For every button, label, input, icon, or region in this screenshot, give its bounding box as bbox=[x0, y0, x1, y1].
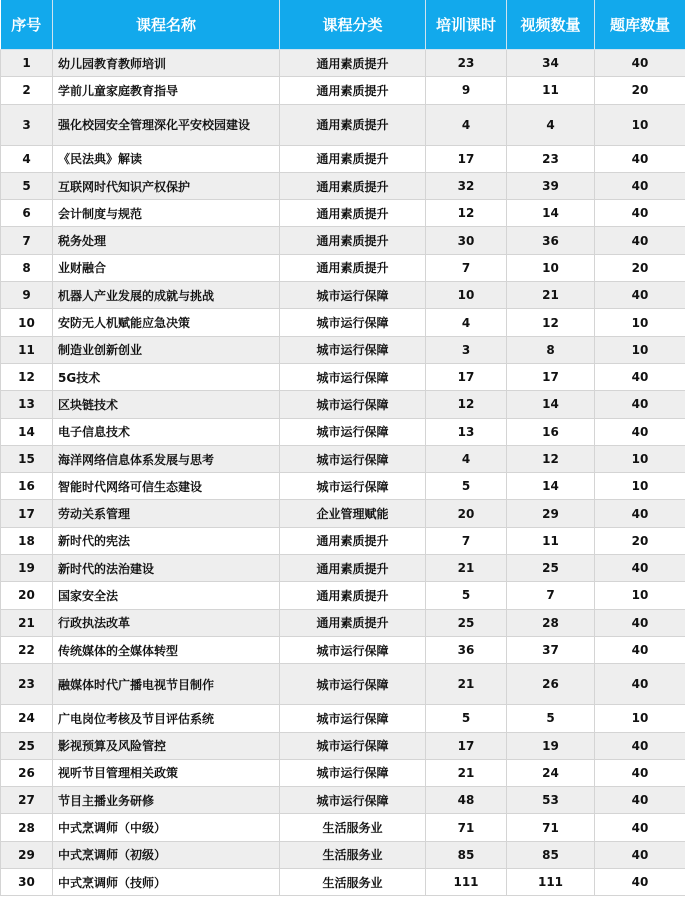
cell-questions: 40 bbox=[595, 555, 685, 582]
cell-category: 通用素质提升 bbox=[280, 254, 426, 281]
cell-course-name: 劳动关系管理 bbox=[53, 500, 280, 527]
cell-hours: 32 bbox=[426, 172, 507, 199]
table-row bbox=[1, 841, 685, 868]
header-category: 课程分类 bbox=[280, 0, 426, 50]
cell-questions: 40 bbox=[595, 869, 685, 896]
cell-no: 16 bbox=[1, 473, 53, 500]
cell-category: 城市运行保障 bbox=[280, 759, 426, 786]
cell-hours: 21 bbox=[426, 759, 507, 786]
cell-hours: 111 bbox=[426, 869, 507, 896]
cell-no: 27 bbox=[1, 787, 53, 814]
cell-no: 15 bbox=[1, 445, 53, 472]
cell-category: 城市运行保障 bbox=[280, 473, 426, 500]
cell-hours: 30 bbox=[426, 227, 507, 254]
cell-category: 通用素质提升 bbox=[280, 77, 426, 104]
cell-no: 29 bbox=[1, 841, 53, 868]
table-row bbox=[1, 787, 685, 814]
cell-no: 2 bbox=[1, 77, 53, 104]
cell-category: 城市运行保障 bbox=[280, 363, 426, 390]
cell-course-name: 强化校园安全管理深化平安校园建设 bbox=[53, 104, 280, 145]
cell-course-name: 视听节目管理相关政策 bbox=[53, 759, 280, 786]
table-row bbox=[1, 282, 685, 309]
cell-hours: 13 bbox=[426, 418, 507, 445]
cell-videos: 14 bbox=[507, 473, 595, 500]
cell-course-name: 智能时代网络可信生态建设 bbox=[53, 473, 280, 500]
cell-course-name: 传统媒体的全媒体转型 bbox=[53, 636, 280, 663]
header-row bbox=[1, 0, 685, 50]
cell-course-name: 制造业创新创业 bbox=[53, 336, 280, 363]
cell-videos: 26 bbox=[507, 664, 595, 705]
cell-category: 通用素质提升 bbox=[280, 50, 426, 77]
cell-hours: 5 bbox=[426, 473, 507, 500]
table-row bbox=[1, 869, 685, 896]
cell-no: 7 bbox=[1, 227, 53, 254]
cell-category: 通用素质提升 bbox=[280, 582, 426, 609]
cell-hours: 36 bbox=[426, 636, 507, 663]
table-row bbox=[1, 418, 685, 445]
cell-videos: 11 bbox=[507, 527, 595, 554]
cell-hours: 17 bbox=[426, 363, 507, 390]
cell-videos: 29 bbox=[507, 500, 595, 527]
header-questions: 题库数量 bbox=[595, 0, 685, 50]
cell-hours: 25 bbox=[426, 609, 507, 636]
cell-category: 城市运行保障 bbox=[280, 445, 426, 472]
cell-no: 13 bbox=[1, 391, 53, 418]
cell-course-name: 机器人产业发展的成就与挑战 bbox=[53, 282, 280, 309]
cell-category: 城市运行保障 bbox=[280, 418, 426, 445]
cell-course-name: 学前儿童家庭教育指导 bbox=[53, 77, 280, 104]
header-course-name: 课程名称 bbox=[53, 0, 280, 50]
cell-course-name: 会计制度与规范 bbox=[53, 200, 280, 227]
cell-videos: 12 bbox=[507, 445, 595, 472]
cell-no: 30 bbox=[1, 869, 53, 896]
table-body bbox=[1, 50, 685, 896]
cell-videos: 23 bbox=[507, 145, 595, 172]
cell-category: 城市运行保障 bbox=[280, 705, 426, 732]
cell-videos: 8 bbox=[507, 336, 595, 363]
cell-category: 城市运行保障 bbox=[280, 309, 426, 336]
cell-questions: 10 bbox=[595, 309, 685, 336]
cell-category: 城市运行保障 bbox=[280, 636, 426, 663]
cell-questions: 10 bbox=[595, 705, 685, 732]
cell-no: 1 bbox=[1, 50, 53, 77]
cell-hours: 21 bbox=[426, 664, 507, 705]
cell-questions: 40 bbox=[595, 227, 685, 254]
cell-hours: 71 bbox=[426, 814, 507, 841]
cell-questions: 10 bbox=[595, 445, 685, 472]
table-row bbox=[1, 309, 685, 336]
table-row bbox=[1, 391, 685, 418]
cell-questions: 20 bbox=[595, 254, 685, 281]
cell-questions: 40 bbox=[595, 814, 685, 841]
cell-hours: 4 bbox=[426, 104, 507, 145]
cell-questions: 40 bbox=[595, 145, 685, 172]
table-row bbox=[1, 555, 685, 582]
table-row bbox=[1, 445, 685, 472]
cell-videos: 7 bbox=[507, 582, 595, 609]
cell-questions: 40 bbox=[595, 787, 685, 814]
cell-no: 17 bbox=[1, 500, 53, 527]
table-row bbox=[1, 664, 685, 705]
cell-questions: 10 bbox=[595, 473, 685, 500]
cell-questions: 20 bbox=[595, 77, 685, 104]
cell-category: 生活服务业 bbox=[280, 814, 426, 841]
cell-videos: 111 bbox=[507, 869, 595, 896]
table-row bbox=[1, 527, 685, 554]
cell-questions: 40 bbox=[595, 759, 685, 786]
cell-course-name: 互联网时代知识产权保护 bbox=[53, 172, 280, 199]
cell-course-name: 业财融合 bbox=[53, 254, 280, 281]
cell-hours: 17 bbox=[426, 145, 507, 172]
cell-no: 23 bbox=[1, 664, 53, 705]
cell-no: 4 bbox=[1, 145, 53, 172]
cell-course-name: 《民法典》解读 bbox=[53, 145, 280, 172]
table-row bbox=[1, 732, 685, 759]
cell-no: 28 bbox=[1, 814, 53, 841]
cell-videos: 85 bbox=[507, 841, 595, 868]
cell-questions: 40 bbox=[595, 172, 685, 199]
cell-category: 城市运行保障 bbox=[280, 282, 426, 309]
cell-videos: 19 bbox=[507, 732, 595, 759]
cell-hours: 4 bbox=[426, 445, 507, 472]
table-row bbox=[1, 759, 685, 786]
cell-no: 12 bbox=[1, 363, 53, 390]
cell-videos: 17 bbox=[507, 363, 595, 390]
cell-course-name: 新时代的宪法 bbox=[53, 527, 280, 554]
cell-hours: 7 bbox=[426, 527, 507, 554]
cell-no: 24 bbox=[1, 705, 53, 732]
cell-questions: 40 bbox=[595, 664, 685, 705]
table-row bbox=[1, 145, 685, 172]
cell-category: 通用素质提升 bbox=[280, 527, 426, 554]
cell-hours: 48 bbox=[426, 787, 507, 814]
cell-no: 25 bbox=[1, 732, 53, 759]
cell-category: 通用素质提升 bbox=[280, 555, 426, 582]
table-row bbox=[1, 609, 685, 636]
cell-hours: 10 bbox=[426, 282, 507, 309]
cell-no: 9 bbox=[1, 282, 53, 309]
table-row bbox=[1, 227, 685, 254]
cell-videos: 24 bbox=[507, 759, 595, 786]
table-row bbox=[1, 104, 685, 145]
cell-course-name: 影视预算及风险管控 bbox=[53, 732, 280, 759]
cell-videos: 16 bbox=[507, 418, 595, 445]
table-row bbox=[1, 814, 685, 841]
cell-videos: 14 bbox=[507, 391, 595, 418]
cell-hours: 20 bbox=[426, 500, 507, 527]
cell-hours: 5 bbox=[426, 582, 507, 609]
cell-questions: 40 bbox=[595, 363, 685, 390]
cell-course-name: 区块链技术 bbox=[53, 391, 280, 418]
cell-videos: 34 bbox=[507, 50, 595, 77]
table-row bbox=[1, 336, 685, 363]
cell-category: 城市运行保障 bbox=[280, 732, 426, 759]
cell-questions: 40 bbox=[595, 391, 685, 418]
cell-category: 城市运行保障 bbox=[280, 391, 426, 418]
cell-hours: 12 bbox=[426, 391, 507, 418]
cell-no: 19 bbox=[1, 555, 53, 582]
cell-videos: 53 bbox=[507, 787, 595, 814]
cell-course-name: 国家安全法 bbox=[53, 582, 280, 609]
cell-videos: 5 bbox=[507, 705, 595, 732]
cell-videos: 21 bbox=[507, 282, 595, 309]
cell-course-name: 广电岗位考核及节目评估系统 bbox=[53, 705, 280, 732]
cell-hours: 4 bbox=[426, 309, 507, 336]
table-row bbox=[1, 50, 685, 77]
cell-category: 通用素质提升 bbox=[280, 145, 426, 172]
cell-videos: 14 bbox=[507, 200, 595, 227]
cell-no: 21 bbox=[1, 609, 53, 636]
cell-videos: 4 bbox=[507, 104, 595, 145]
table-header bbox=[1, 0, 685, 50]
cell-videos: 12 bbox=[507, 309, 595, 336]
table-row bbox=[1, 254, 685, 281]
cell-course-name: 安防无人机赋能应急决策 bbox=[53, 309, 280, 336]
cell-course-name: 中式烹调师（初级） bbox=[53, 841, 280, 868]
cell-course-name: 融媒体时代广播电视节目制作 bbox=[53, 664, 280, 705]
cell-category: 企业管理赋能 bbox=[280, 500, 426, 527]
cell-course-name: 中式烹调师（技师） bbox=[53, 869, 280, 896]
cell-questions: 40 bbox=[595, 200, 685, 227]
cell-hours: 5 bbox=[426, 705, 507, 732]
cell-hours: 23 bbox=[426, 50, 507, 77]
table-row bbox=[1, 363, 685, 390]
cell-questions: 40 bbox=[595, 609, 685, 636]
header-videos: 视频数量 bbox=[507, 0, 595, 50]
cell-questions: 40 bbox=[595, 636, 685, 663]
cell-no: 10 bbox=[1, 309, 53, 336]
header-no: 序号 bbox=[1, 0, 53, 50]
cell-no: 8 bbox=[1, 254, 53, 281]
table-row bbox=[1, 172, 685, 199]
cell-category: 通用素质提升 bbox=[280, 609, 426, 636]
cell-no: 26 bbox=[1, 759, 53, 786]
cell-category: 通用素质提升 bbox=[280, 200, 426, 227]
cell-category: 生活服务业 bbox=[280, 869, 426, 896]
cell-questions: 40 bbox=[595, 732, 685, 759]
cell-category: 通用素质提升 bbox=[280, 227, 426, 254]
cell-questions: 10 bbox=[595, 582, 685, 609]
table-row bbox=[1, 473, 685, 500]
cell-videos: 71 bbox=[507, 814, 595, 841]
cell-category: 通用素质提升 bbox=[280, 104, 426, 145]
cell-questions: 40 bbox=[595, 500, 685, 527]
cell-no: 18 bbox=[1, 527, 53, 554]
cell-questions: 40 bbox=[595, 841, 685, 868]
cell-course-name: 新时代的法治建设 bbox=[53, 555, 280, 582]
cell-no: 22 bbox=[1, 636, 53, 663]
cell-course-name: 5G技术 bbox=[53, 363, 280, 390]
cell-course-name: 行政执法改革 bbox=[53, 609, 280, 636]
cell-no: 6 bbox=[1, 200, 53, 227]
cell-questions: 10 bbox=[595, 336, 685, 363]
cell-course-name: 电子信息技术 bbox=[53, 418, 280, 445]
cell-no: 14 bbox=[1, 418, 53, 445]
table-row bbox=[1, 500, 685, 527]
cell-no: 5 bbox=[1, 172, 53, 199]
cell-hours: 21 bbox=[426, 555, 507, 582]
cell-videos: 11 bbox=[507, 77, 595, 104]
cell-category: 通用素质提升 bbox=[280, 172, 426, 199]
cell-category: 生活服务业 bbox=[280, 841, 426, 868]
cell-hours: 12 bbox=[426, 200, 507, 227]
table-row bbox=[1, 582, 685, 609]
cell-category: 城市运行保障 bbox=[280, 664, 426, 705]
cell-videos: 37 bbox=[507, 636, 595, 663]
cell-videos: 28 bbox=[507, 609, 595, 636]
cell-questions: 40 bbox=[595, 282, 685, 309]
table-row bbox=[1, 705, 685, 732]
table-row bbox=[1, 636, 685, 663]
cell-questions: 10 bbox=[595, 104, 685, 145]
cell-no: 3 bbox=[1, 104, 53, 145]
cell-videos: 25 bbox=[507, 555, 595, 582]
cell-course-name: 幼儿园教育教师培训 bbox=[53, 50, 280, 77]
cell-hours: 85 bbox=[426, 841, 507, 868]
header-hours: 培训课时 bbox=[426, 0, 507, 50]
cell-no: 20 bbox=[1, 582, 53, 609]
cell-category: 城市运行保障 bbox=[280, 336, 426, 363]
cell-course-name: 中式烹调师（中级） bbox=[53, 814, 280, 841]
cell-questions: 40 bbox=[595, 418, 685, 445]
cell-questions: 40 bbox=[595, 50, 685, 77]
cell-videos: 36 bbox=[507, 227, 595, 254]
cell-category: 城市运行保障 bbox=[280, 787, 426, 814]
table-row bbox=[1, 200, 685, 227]
cell-hours: 3 bbox=[426, 336, 507, 363]
table-row bbox=[1, 77, 685, 104]
cell-course-name: 税务处理 bbox=[53, 227, 280, 254]
cell-hours: 7 bbox=[426, 254, 507, 281]
cell-videos: 39 bbox=[507, 172, 595, 199]
cell-hours: 17 bbox=[426, 732, 507, 759]
cell-videos: 10 bbox=[507, 254, 595, 281]
cell-hours: 9 bbox=[426, 77, 507, 104]
cell-questions: 20 bbox=[595, 527, 685, 554]
cell-course-name: 节目主播业务研修 bbox=[53, 787, 280, 814]
cell-course-name: 海洋网络信息体系发展与思考 bbox=[53, 445, 280, 472]
cell-no: 11 bbox=[1, 336, 53, 363]
